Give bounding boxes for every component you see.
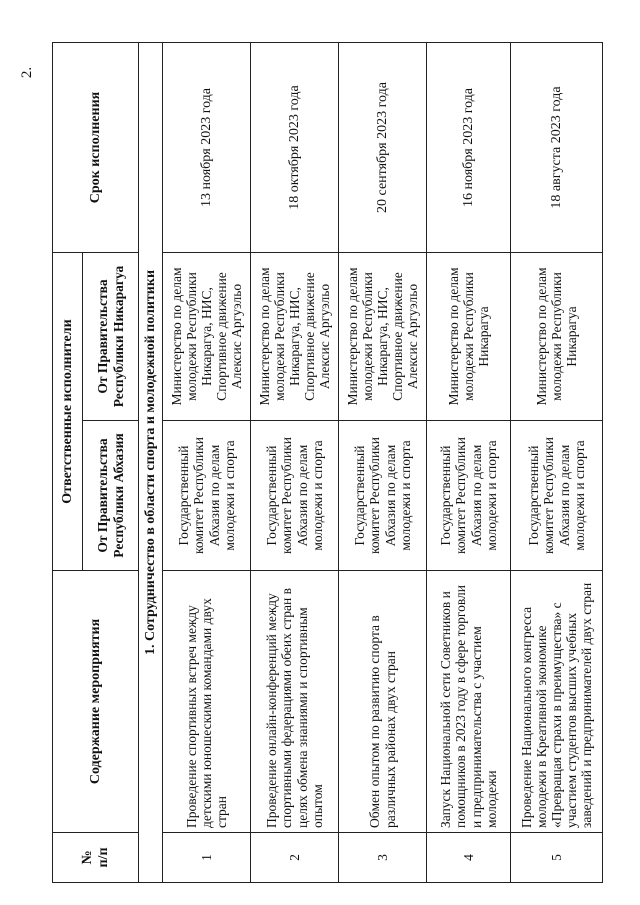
row-abkhazia: Государственный комитет Республики Абхазия по делам молодежи и спорта bbox=[511, 421, 603, 571]
row-abkhazia: Государственный комитет Республики Абхазия по делам молодежи и спорта bbox=[339, 421, 427, 571]
section-title: 1. Сотрудничество в области спорта и молодежной политики bbox=[139, 43, 163, 883]
row-abkhazia: Государственный комитет Республики Абхазия по делам молодежи и спорта bbox=[251, 421, 339, 571]
row-term: 20 сентября 2023 года bbox=[339, 43, 427, 253]
header-term: Срок исполнения bbox=[53, 43, 139, 253]
row-term: 18 августа 2023 года bbox=[511, 43, 603, 253]
row-term: 18 октября 2023 года bbox=[251, 43, 339, 253]
row-num: 1 bbox=[163, 833, 251, 883]
header-nicaragua: От Правительства Республики Никарагуа bbox=[83, 253, 139, 421]
events-table bbox=[52, 42, 603, 883]
table-row bbox=[427, 43, 511, 883]
table-row bbox=[163, 43, 251, 883]
row-num: 5 bbox=[511, 833, 603, 883]
row-content: Проведение Национального конгресса молодежи в Креативной экономике «Превращая страхи в преимущества» с участием студентов высших учебных заведений и предпринимателей двух стран bbox=[511, 571, 603, 833]
row-num: 4 bbox=[427, 833, 511, 883]
row-abkhazia: Государственный комитет Республики Абхазия по делам молодежи и спорта bbox=[163, 421, 251, 571]
row-num: 2 bbox=[251, 833, 339, 883]
header-abkhazia: От Правительства Республики Абхазия bbox=[83, 421, 139, 571]
row-nicaragua: Министерство по делам молодежи Республики Никарагуа, НИС, Спортивное движение Алексис Аргуэльо bbox=[251, 253, 339, 421]
row-nicaragua: Министерство по делам молодежи Республики Никарагуа bbox=[427, 253, 511, 421]
table-row bbox=[251, 43, 339, 883]
row-num: 3 bbox=[339, 833, 427, 883]
page-number: 2. bbox=[19, 66, 36, 79]
table-row bbox=[511, 43, 603, 883]
header-executors: Ответственные исполнители bbox=[53, 253, 83, 571]
rotated-sheet bbox=[52, 43, 600, 883]
header-num: № п/п bbox=[53, 833, 139, 883]
row-content: Проведение спортивных встреч между детскими юношескими командами двух стран bbox=[163, 571, 251, 833]
row-abkhazia: Государственный комитет Республики Абхазия по делам молодежи и спорта bbox=[427, 421, 511, 571]
row-nicaragua: Министерство по делам молодежи Республики Никарагуа, НИС, Спортивное движение Алексис Аргуэльо bbox=[163, 253, 251, 421]
row-term: 13 ноября 2023 года bbox=[163, 43, 251, 253]
row-term: 16 ноября 2023 года bbox=[427, 43, 511, 253]
header-content: Содержание мероприятия bbox=[53, 571, 139, 833]
table-row bbox=[339, 43, 427, 883]
row-content: Проведение онлайн-конференций между спортивными федерациями обеих стран в целях обмена знаниями и спортивным опытом bbox=[251, 571, 339, 833]
row-content: Запуск Национальной сети Советников и помощников в 2023 году в сфере торговли и предпринимательства с участием молодежи bbox=[427, 571, 511, 833]
row-nicaragua: Министерство по делам молодежи Республики Никарагуа bbox=[511, 253, 603, 421]
row-nicaragua: Министерство по делам молодежи Республики Никарагуа, НИС, Спортивное движение Алексис Аргуэльо bbox=[339, 253, 427, 421]
row-content: Обмен опытом по развитию спорта в различных районах двух стран bbox=[339, 571, 427, 833]
